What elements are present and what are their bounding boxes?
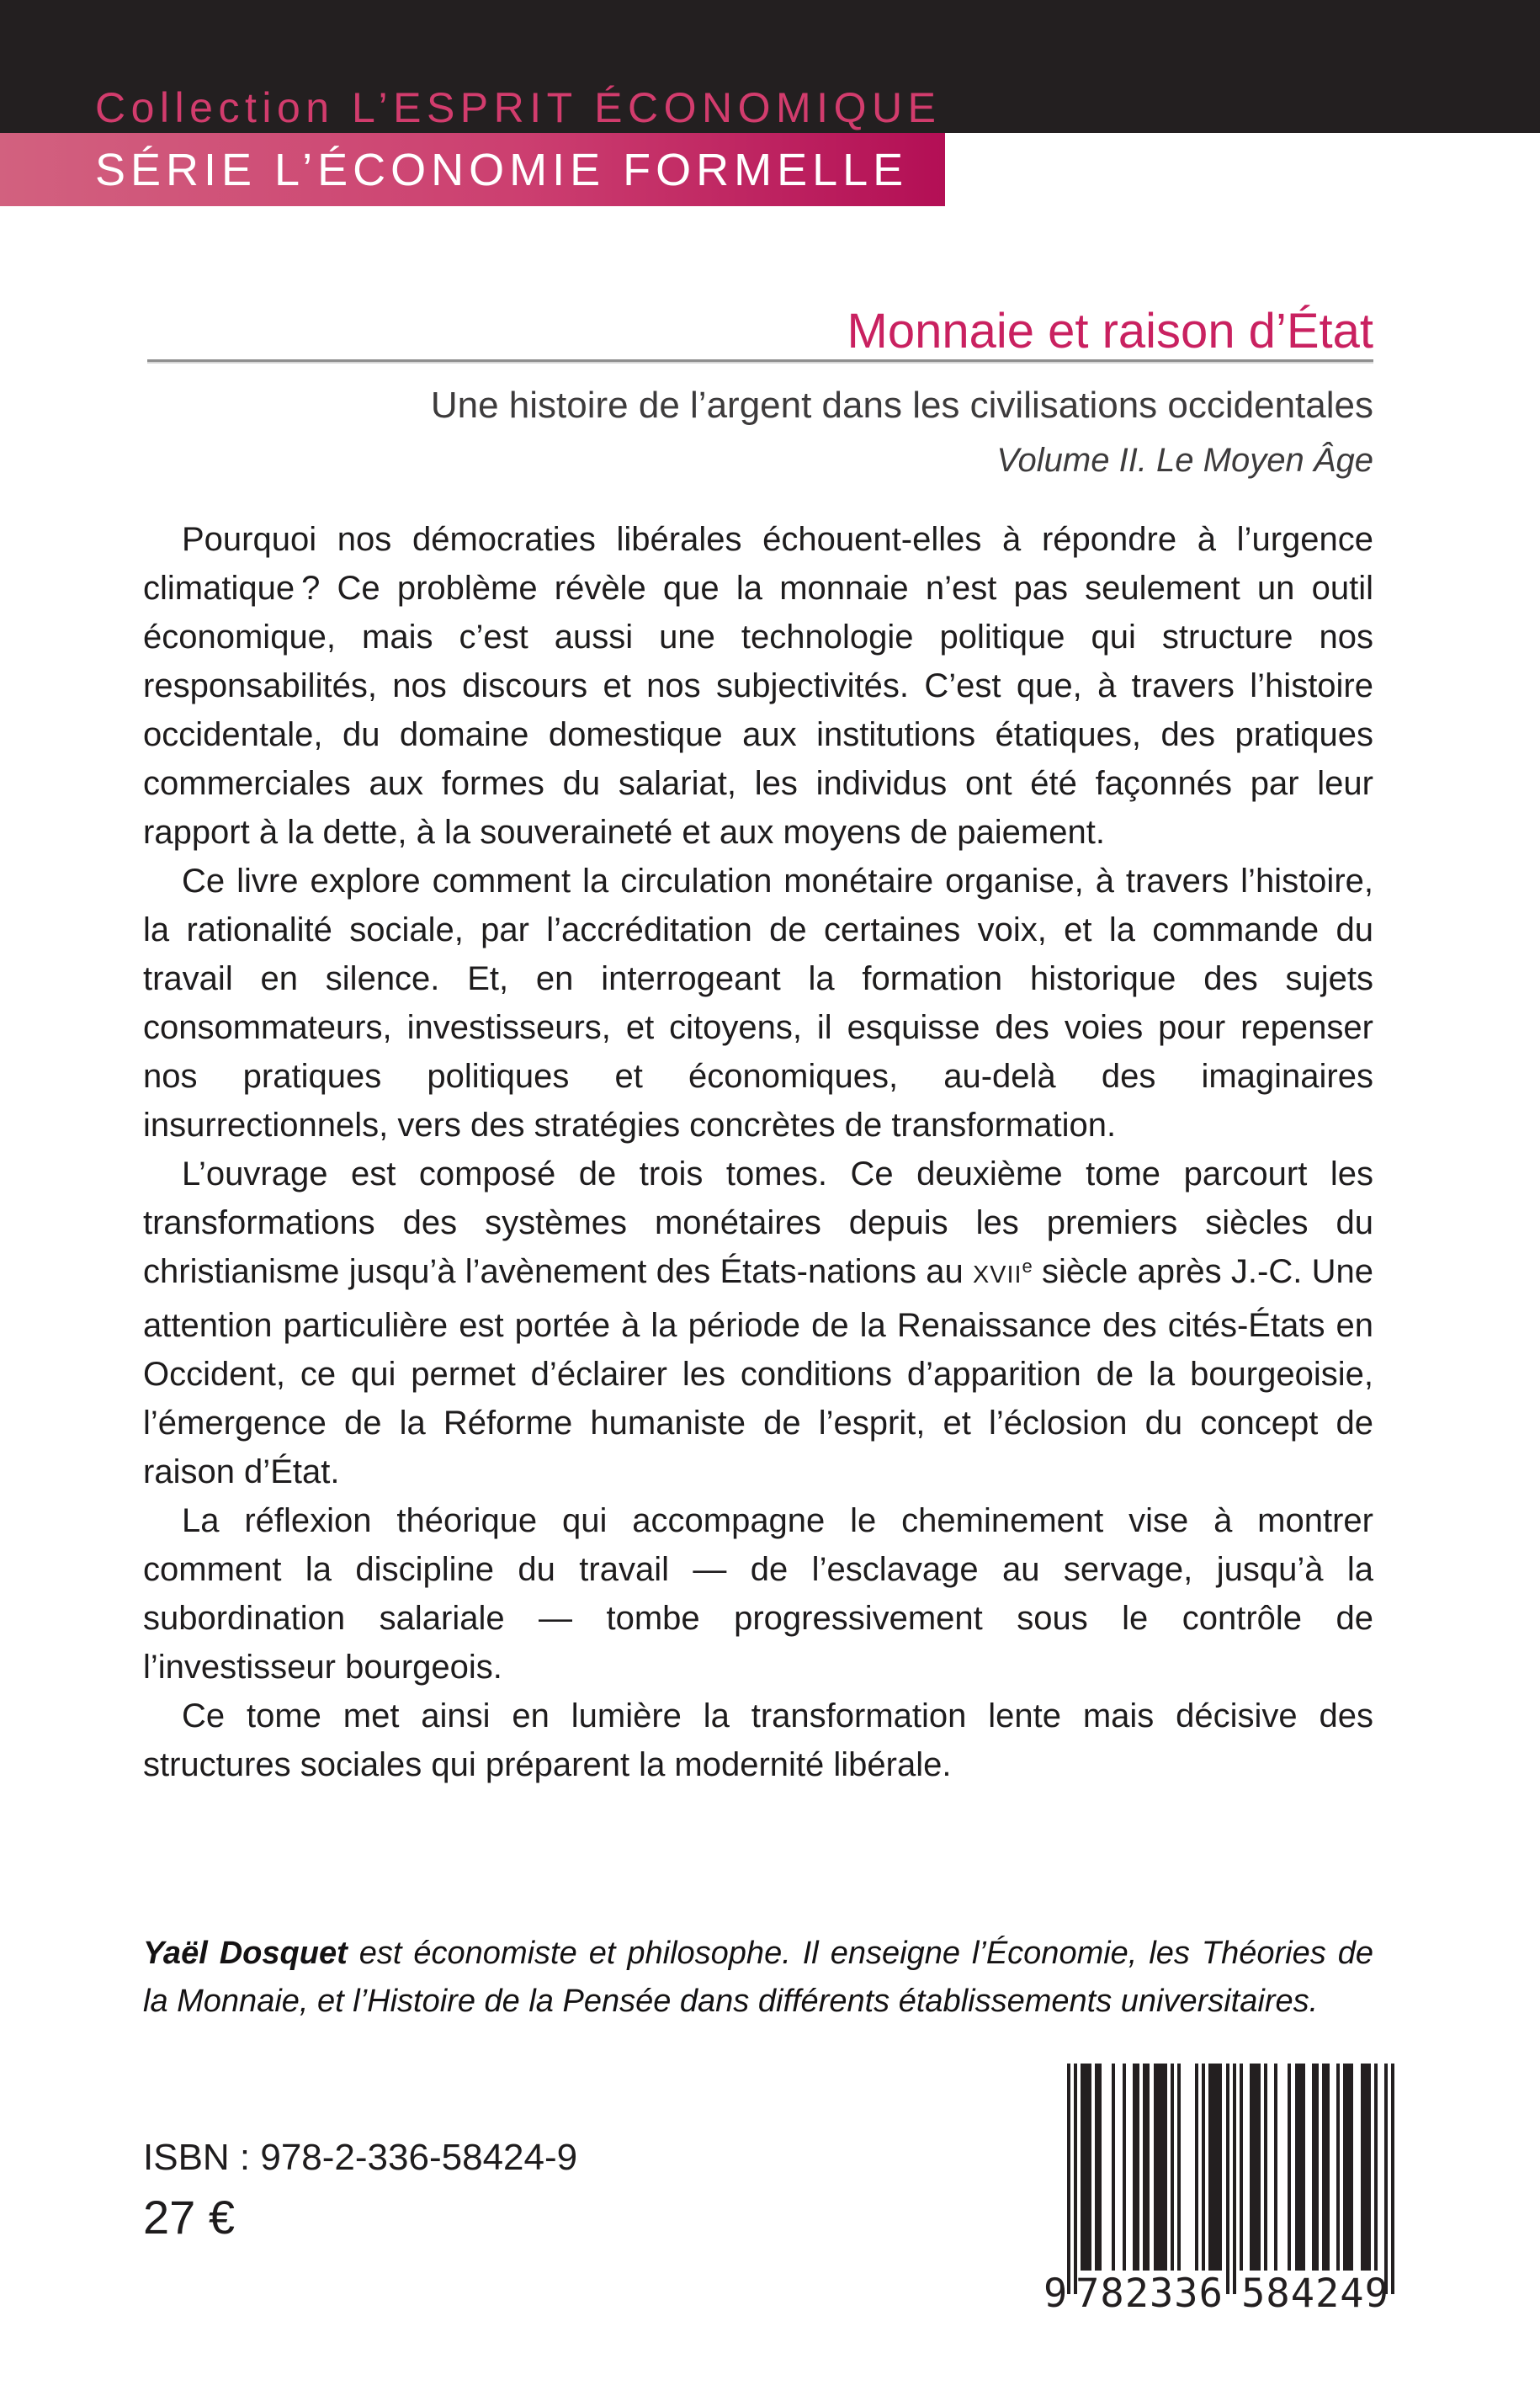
blurb-paragraph-5: Ce tome met ainsi en lumière la transformation lente mais décisive des structures sociales qui préparent la modernité libérale. <box>143 1697 1373 1783</box>
blurb-paragraph-2: Ce livre explore comment la circulation monétaire organise, à travers l’histoire, la rationalité sociale, par l’accréditation de certaines voix, et la commande du travail en silence. Et, en interrogeant la formation historique des sujets consommateurs, investisseurs, et citoyens, il esquisse des voies pour repenser nos pratiques politiques et économiques, au-delà des imaginaires insurrectionnels, vers des stratégies concrètes de transformation. <box>143 863 1373 1144</box>
barcode-digits-group-2: 584249 <box>1241 2271 1389 2317</box>
blurb-paragraph-3-after: siècle après J.-C. Une attention particulière est portée à la période de la Renaissance des cités-États en Occident, ce qui permet d’éclairer les conditions d’apparition de la bourgeoisie, l’émergence de la Réforme humaniste de l’esprit, et l’éclosion du concept de raison d’État. <box>143 1253 1373 1490</box>
author-name: Yaël Dosquet <box>143 1936 348 1971</box>
volume-line: Volume II. Le Moyen Âge <box>996 442 1373 479</box>
blurb-paragraph-3 <box>143 1150 1373 1496</box>
blurb-paragraph-4: La réflexion théorique qui accompagne le cheminement vise à montrer comment la discipline du travail — de l’esclavage au servage, jusqu’à la subordination salariale — tombe progressivement sous le contrôle de l’investisseur bourgeois. <box>143 1502 1373 1686</box>
header-band <box>0 0 1540 133</box>
price-label: 27 € <box>143 2191 235 2244</box>
book-title: Monnaie et raison d’État <box>847 303 1373 359</box>
blurb-paragraph-3-before: L’ouvrage est composé de trois tomes. Ce deuxième tome parcourt les transformations des systèmes monétaires depuis les premiers siècles du christianisme jusqu’à l’avènement des États-nations au <box>143 1155 1373 1290</box>
back-cover-blurb <box>143 515 1373 1789</box>
barcode-digit-left: 9 <box>1043 2271 1068 2317</box>
collection-label: Collection L’ESPRIT ÉCONOMIQUE <box>95 84 942 131</box>
barcode <box>1043 2064 1401 2324</box>
author-bio <box>143 1930 1373 2026</box>
blurb-paragraph-1: Pourquoi nos démocraties libérales échouent-elles à répondre à l’urgence climatique ? Ce problème révèle que la monnaie n’est pas seulement un outil économique, mais c’est aussi une technologie politique qui structure nos responsabilités, nos discours et nos subjectivités. C’est que, à travers l’histoire occidentale, du domaine domestique aux institutions étatiques, des pratiques commerciales aux formes du salariat, les individus ont été façonnés par leur rapport à la dette, à la souveraineté et aux moyens de paiement. <box>143 521 1373 851</box>
isbn-label: ISBN : 978-2-336-58424-9 <box>143 2137 578 2178</box>
barcode-bars <box>1067 2064 1395 2294</box>
series-label: SÉRIE L’ÉCONOMIE FORMELLE <box>95 144 909 195</box>
roman-numeral-xvii: XVII <box>973 1262 1022 1288</box>
book-subtitle: Une histoire de l’argent dans les civilisations occidentales <box>430 385 1373 426</box>
author-bio-text: est économiste et philosophe. Il enseigne l’Économie, les Théories de la Monnaie, et l’Histoire de la Pensée dans différents établissements universitaires. <box>143 1936 1373 2019</box>
barcode-digits-group-1: 782336 <box>1075 2271 1224 2317</box>
series-band <box>0 133 945 206</box>
title-divider <box>147 359 1373 364</box>
superscript-e: e <box>1022 1255 1033 1277</box>
